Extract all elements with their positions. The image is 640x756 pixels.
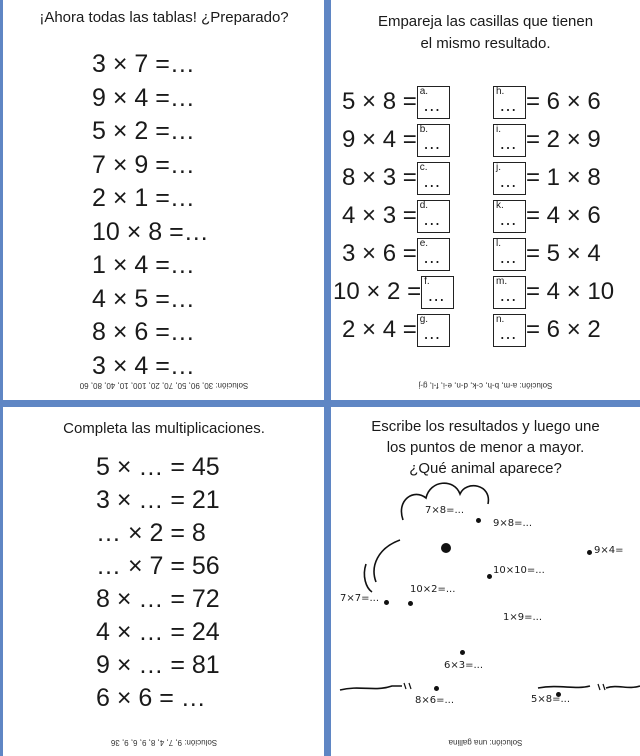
exercise-row[interactable]: 5 × … = 45 xyxy=(96,453,220,481)
answer-box[interactable] xyxy=(493,86,526,119)
exercise-row[interactable]: 10 × 8 =… xyxy=(92,217,209,246)
exercise-row[interactable]: 3 × 7 =… xyxy=(92,50,195,78)
dot-point[interactable] xyxy=(408,601,413,606)
left-expression-text: 5 × 8 = xyxy=(342,87,417,115)
exercise-row[interactable]: 6 × 6 = … xyxy=(96,684,206,712)
exercise-row[interactable]: 4 × … = 24 xyxy=(96,618,220,646)
dot-label: 6×3=... xyxy=(444,660,484,671)
box-letter: d. xyxy=(419,200,429,211)
match-right-expression xyxy=(493,314,601,347)
exercise-row[interactable]: 3 × … = 21 xyxy=(96,486,220,514)
exercise-row[interactable]: … × 7 = 56 xyxy=(96,552,220,580)
box-letter: g. xyxy=(419,314,429,325)
match-left-expression xyxy=(333,276,454,309)
exercise-row[interactable]: 7 × 9 =… xyxy=(92,150,195,179)
match-left-expression xyxy=(342,124,450,157)
dot-point[interactable] xyxy=(587,550,592,555)
exercise-row[interactable]: 3 × 4 =… xyxy=(92,351,195,380)
match-left-expression xyxy=(342,238,450,271)
exercise-row[interactable]: … × 2 = 8 xyxy=(96,519,206,547)
dot-point[interactable] xyxy=(434,686,439,691)
panel-connect-dots xyxy=(331,407,640,756)
solution-text: Solución: a-m, b-h, c-k, d-n, e-i, f-l, g-j xyxy=(418,381,553,390)
match-left-expression xyxy=(342,162,450,195)
dot-label: 10×2=... xyxy=(410,584,456,595)
box-letter: h. xyxy=(496,86,505,97)
dot-point[interactable] xyxy=(476,518,481,523)
match-left-expression xyxy=(342,314,450,347)
left-expression-text: 9 × 4 = xyxy=(342,125,417,153)
right-expression-text: = 4 × 10 xyxy=(526,277,615,305)
exercise-row[interactable]: 8 × 6 =… xyxy=(92,318,195,346)
horizontal-divider xyxy=(0,400,640,407)
box-dots: … xyxy=(422,323,441,343)
dot-label: 9×4= xyxy=(594,545,624,556)
dot-label: 10×10=... xyxy=(493,565,545,576)
match-right-expression xyxy=(493,200,601,233)
match-left-expression xyxy=(342,200,450,233)
box-dots: … xyxy=(499,171,517,191)
dot-label: 5×8=... xyxy=(531,694,571,705)
solution-text: Solución: 9, 7, 4, 8, 9, 6, 9, 36 xyxy=(110,738,218,747)
exercise-row[interactable]: 5 × 2 =… xyxy=(92,117,195,145)
box-dots: … xyxy=(422,95,441,115)
right-expression-text: = 2 × 9 xyxy=(526,125,601,153)
box-letter: e. xyxy=(419,238,429,249)
answer-box[interactable] xyxy=(493,276,526,309)
dot-label: 1×9=... xyxy=(503,612,543,623)
answer-box[interactable] xyxy=(493,238,526,271)
left-expression-text: 8 × 3 = xyxy=(342,163,417,191)
left-expression-text: 3 × 6 = xyxy=(342,239,417,267)
box-dots: … xyxy=(427,285,446,305)
match-right-expression xyxy=(493,276,614,309)
exercise-row[interactable]: 4 × 5 =… xyxy=(92,284,195,313)
box-letter: k. xyxy=(496,200,504,211)
dot-label: 7×7=... xyxy=(340,593,380,604)
box-dots: … xyxy=(422,133,441,153)
multiplication-list xyxy=(92,48,209,383)
box-letter: m. xyxy=(496,276,508,287)
box-letter: n. xyxy=(496,314,505,325)
box-letter: l. xyxy=(496,238,501,249)
box-dots: … xyxy=(422,171,441,191)
box-dots: … xyxy=(499,209,517,229)
left-expression-text: 2 × 4 = xyxy=(342,315,417,343)
dot-point[interactable] xyxy=(384,600,389,605)
panel-title: Completa las multiplicaciones. xyxy=(63,420,265,437)
box-letter: f. xyxy=(424,276,430,287)
panel-title-line2: el mismo resultado. xyxy=(420,35,551,52)
answer-box[interactable] xyxy=(417,200,450,233)
panel-title-line1: Escribe los resultados y luego une xyxy=(371,418,600,435)
match-right-expression xyxy=(493,124,601,157)
answer-box[interactable] xyxy=(421,276,454,309)
panel-title-line3: ¿Qué animal aparece? xyxy=(409,460,562,477)
right-expression-text: = 1 × 8 xyxy=(526,163,601,191)
panel-title: ¡Ahora todas las tablas! ¿Preparado? xyxy=(39,9,289,26)
right-expression-text: = 6 × 6 xyxy=(526,87,601,115)
dot-label: 9×8=... xyxy=(493,518,533,529)
right-expression-text: = 5 × 4 xyxy=(526,239,601,267)
exercise-row[interactable]: 9 × 4 =… xyxy=(92,83,195,112)
answer-box[interactable] xyxy=(493,124,526,157)
match-right-expression xyxy=(493,162,601,195)
dot-label: 7×8=... xyxy=(425,505,465,516)
answer-box[interactable] xyxy=(417,86,450,119)
box-dots: … xyxy=(499,133,517,153)
answer-box[interactable] xyxy=(417,238,450,271)
left-border xyxy=(0,0,3,756)
box-dots: … xyxy=(422,247,441,267)
box-letter: b. xyxy=(419,124,429,135)
answer-box[interactable] xyxy=(493,200,526,233)
answer-box[interactable] xyxy=(417,124,450,157)
answer-box[interactable] xyxy=(493,162,526,195)
box-dots: … xyxy=(499,95,517,115)
box-letter: c. xyxy=(419,162,428,173)
box-dots: … xyxy=(499,285,517,305)
exercise-row[interactable]: 2 × 1 =… xyxy=(92,184,195,212)
solution-text: Solución: una gallina xyxy=(448,738,523,747)
completion-list xyxy=(96,451,220,715)
box-letter: a. xyxy=(419,86,429,97)
answer-box[interactable] xyxy=(493,314,526,347)
match-left-expression xyxy=(342,86,450,119)
match-right-expression xyxy=(493,86,601,119)
right-expression-text: = 6 × 2 xyxy=(526,315,601,343)
dot-point[interactable] xyxy=(460,650,465,655)
panel-title-line2: los puntos de menor a mayor. xyxy=(386,439,585,456)
answer-box[interactable] xyxy=(417,314,450,347)
solution-text: Solución: 30, 90, 50, 70, 20, 100, 10, 40, 80, 60 xyxy=(79,381,249,390)
box-dots: … xyxy=(422,209,441,229)
box-letter: j. xyxy=(496,162,501,173)
left-expression-text: 10 × 2 = xyxy=(333,277,422,305)
box-dots: … xyxy=(499,323,517,343)
right-expression-text: = 4 × 6 xyxy=(526,201,601,229)
left-expression-text: 4 × 3 = xyxy=(342,201,417,229)
box-letter: i. xyxy=(496,124,501,135)
exercise-row[interactable]: 1 × 4 =… xyxy=(92,251,195,279)
panel-title-line1: Empareja las casillas que tienen xyxy=(377,13,594,30)
dot-label: 8×6=... xyxy=(415,695,455,706)
vertical-divider xyxy=(324,0,331,756)
box-dots: … xyxy=(499,247,517,267)
answer-box[interactable] xyxy=(417,162,450,195)
dot-point[interactable] xyxy=(487,574,492,579)
exercise-row[interactable]: 8 × … = 72 xyxy=(96,585,220,613)
exercise-row[interactable]: 9 × … = 81 xyxy=(96,651,220,679)
match-right-expression xyxy=(493,238,601,271)
